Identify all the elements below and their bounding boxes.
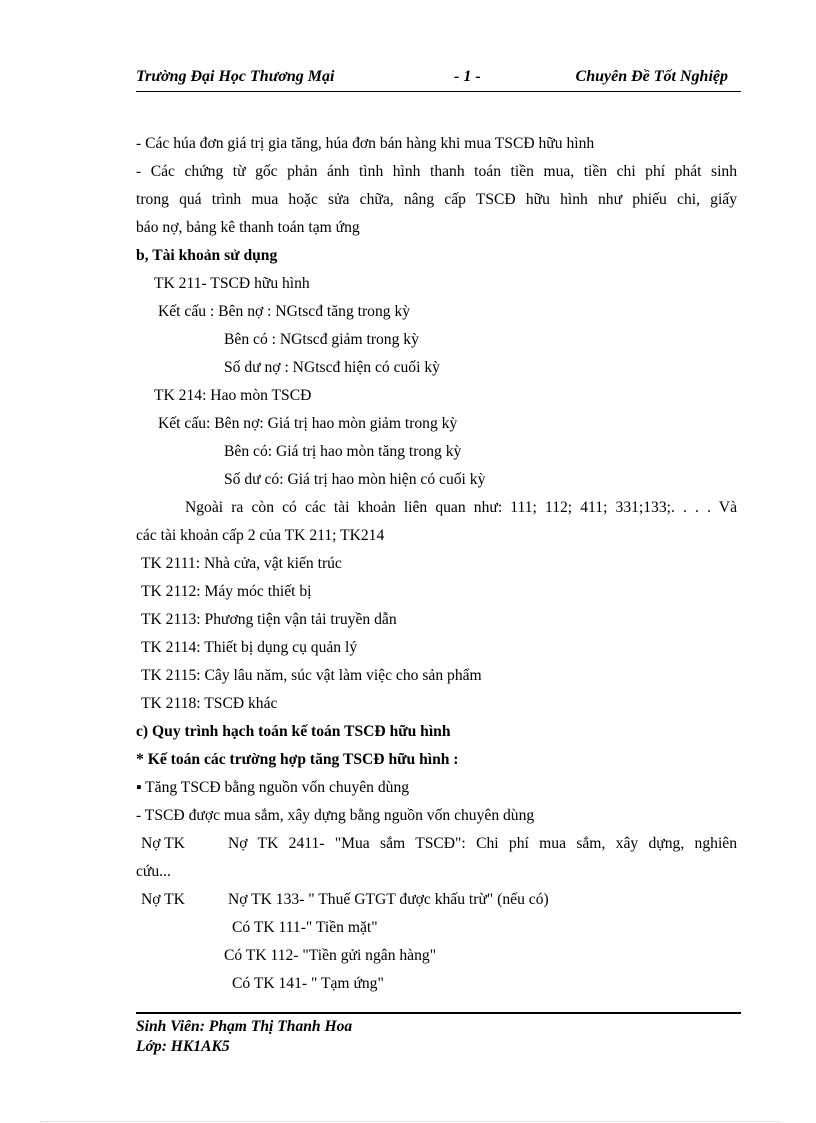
text-line: TK 2111: Nhà cửa, vật kiến trúc [141,555,342,572]
text-line: báo nợ, bảng kê thanh toán tạm ứng [136,219,360,236]
text-line: các tài khoản cấp 2 của TK 211; TK214 [136,527,385,544]
entry-line [136,830,737,858]
footer-rule [136,1012,741,1014]
text-line: trong quá trình mua hoặc sửa chữa, nâng cấp TSCĐ hữu hình như phiếu chi, giấy [136,191,737,208]
page-header [136,68,740,90]
header-rule [136,91,741,92]
header-page-number: - 1 - [454,68,481,85]
text-line: - Các húa đơn giá trị gia tăng, húa đơn bán hàng khi mua TSCĐ hữu hình [136,135,595,152]
footer-student: Sinh Viên: Phạm Thị Thanh Hoa [136,1018,353,1035]
entry-label: Nợ TK [141,891,185,908]
page-bottom-divider [40,1121,780,1122]
text-line: TK 2118: TSCĐ khác [141,695,278,712]
text-line: - TSCĐ được mua sắm, xây dựng bằng nguồn vốn chuyên dùng [136,807,535,824]
text-line: TK 2112: Máy móc thiết bị [141,583,312,600]
text-line: Kết cấu: Bên nợ: Giá trị hao mòn giảm trong kỳ [158,415,458,432]
text-line: - Các chứng từ gốc phản ánh tình hình thanh toán tiền mua, tiền chi phí phát sinh [136,163,737,180]
subsection-heading: * Kế toán các trường hợp tăng TSCĐ hữu hình : [136,751,459,768]
text-line: Số dư có: Giá trị hao mòn hiện có cuối kỳ [224,471,486,488]
text-line: Có TK 112- "Tiền gửi ngân hàng" [224,947,437,964]
page-footer [136,1017,352,1057]
text-line: TK 211- TSCĐ hữu hình [154,275,310,292]
document-body [136,130,737,998]
text-line: Số dư nợ : NGtscđ hiện có cuối kỳ [224,359,440,376]
footer-class: Lớp: HK1AK5 [136,1038,230,1055]
text-line: TK 2114: Thiết bị dụng cụ quản lý [141,639,358,656]
text-line: Bên có: Giá trị hao mòn tăng trong kỳ [224,443,462,460]
entry-line [136,886,737,914]
text-line: TK 214: Hao mòn TSCĐ [154,387,312,404]
section-heading-c: c) Quy trình hạch toán kế toán TSCĐ hữu hình [136,723,451,740]
text-line: Có TK 111-" Tiền mặt" [232,919,378,936]
section-heading-b: b, Tài khoản sử dụng [136,247,278,264]
text-line: Có TK 141- " Tạm ứng" [232,975,384,992]
text-line: TK 2113: Phương tiện vận tải truyền dẫn [141,611,397,628]
entry-text: Nợ TK 2411- "Mua sắm TSCĐ": Chi phí mua sắm, xây dựng, nghiên [228,835,737,852]
entry-text: Nợ TK 133- " Thuế GTGT được khấu trừ" (nếu có) [228,891,549,908]
text-line: Kết cấu : Bên nợ : NGtscđ tăng trong kỳ [158,303,411,320]
text-line: Ngoài ra còn có các tài khoản liên quan như: 111; 112; 411; 331;133;. . . . Và [185,499,737,516]
text-line: ▪ Tăng TSCĐ bằng nguồn vốn chuyên dùng [136,779,410,796]
text-line: cứu... [136,863,171,880]
text-line: TK 2115: Cây lâu năm, súc vật làm việc cho sản phẩm [141,667,482,684]
header-school: Trường Đại Học Thương Mại [136,68,335,85]
header-title: Chuyên Đề Tốt Nghiệp [575,68,728,85]
entry-label: Nợ TK [141,835,185,852]
text-line: Bên có : NGtscđ giảm trong kỳ [224,331,419,348]
